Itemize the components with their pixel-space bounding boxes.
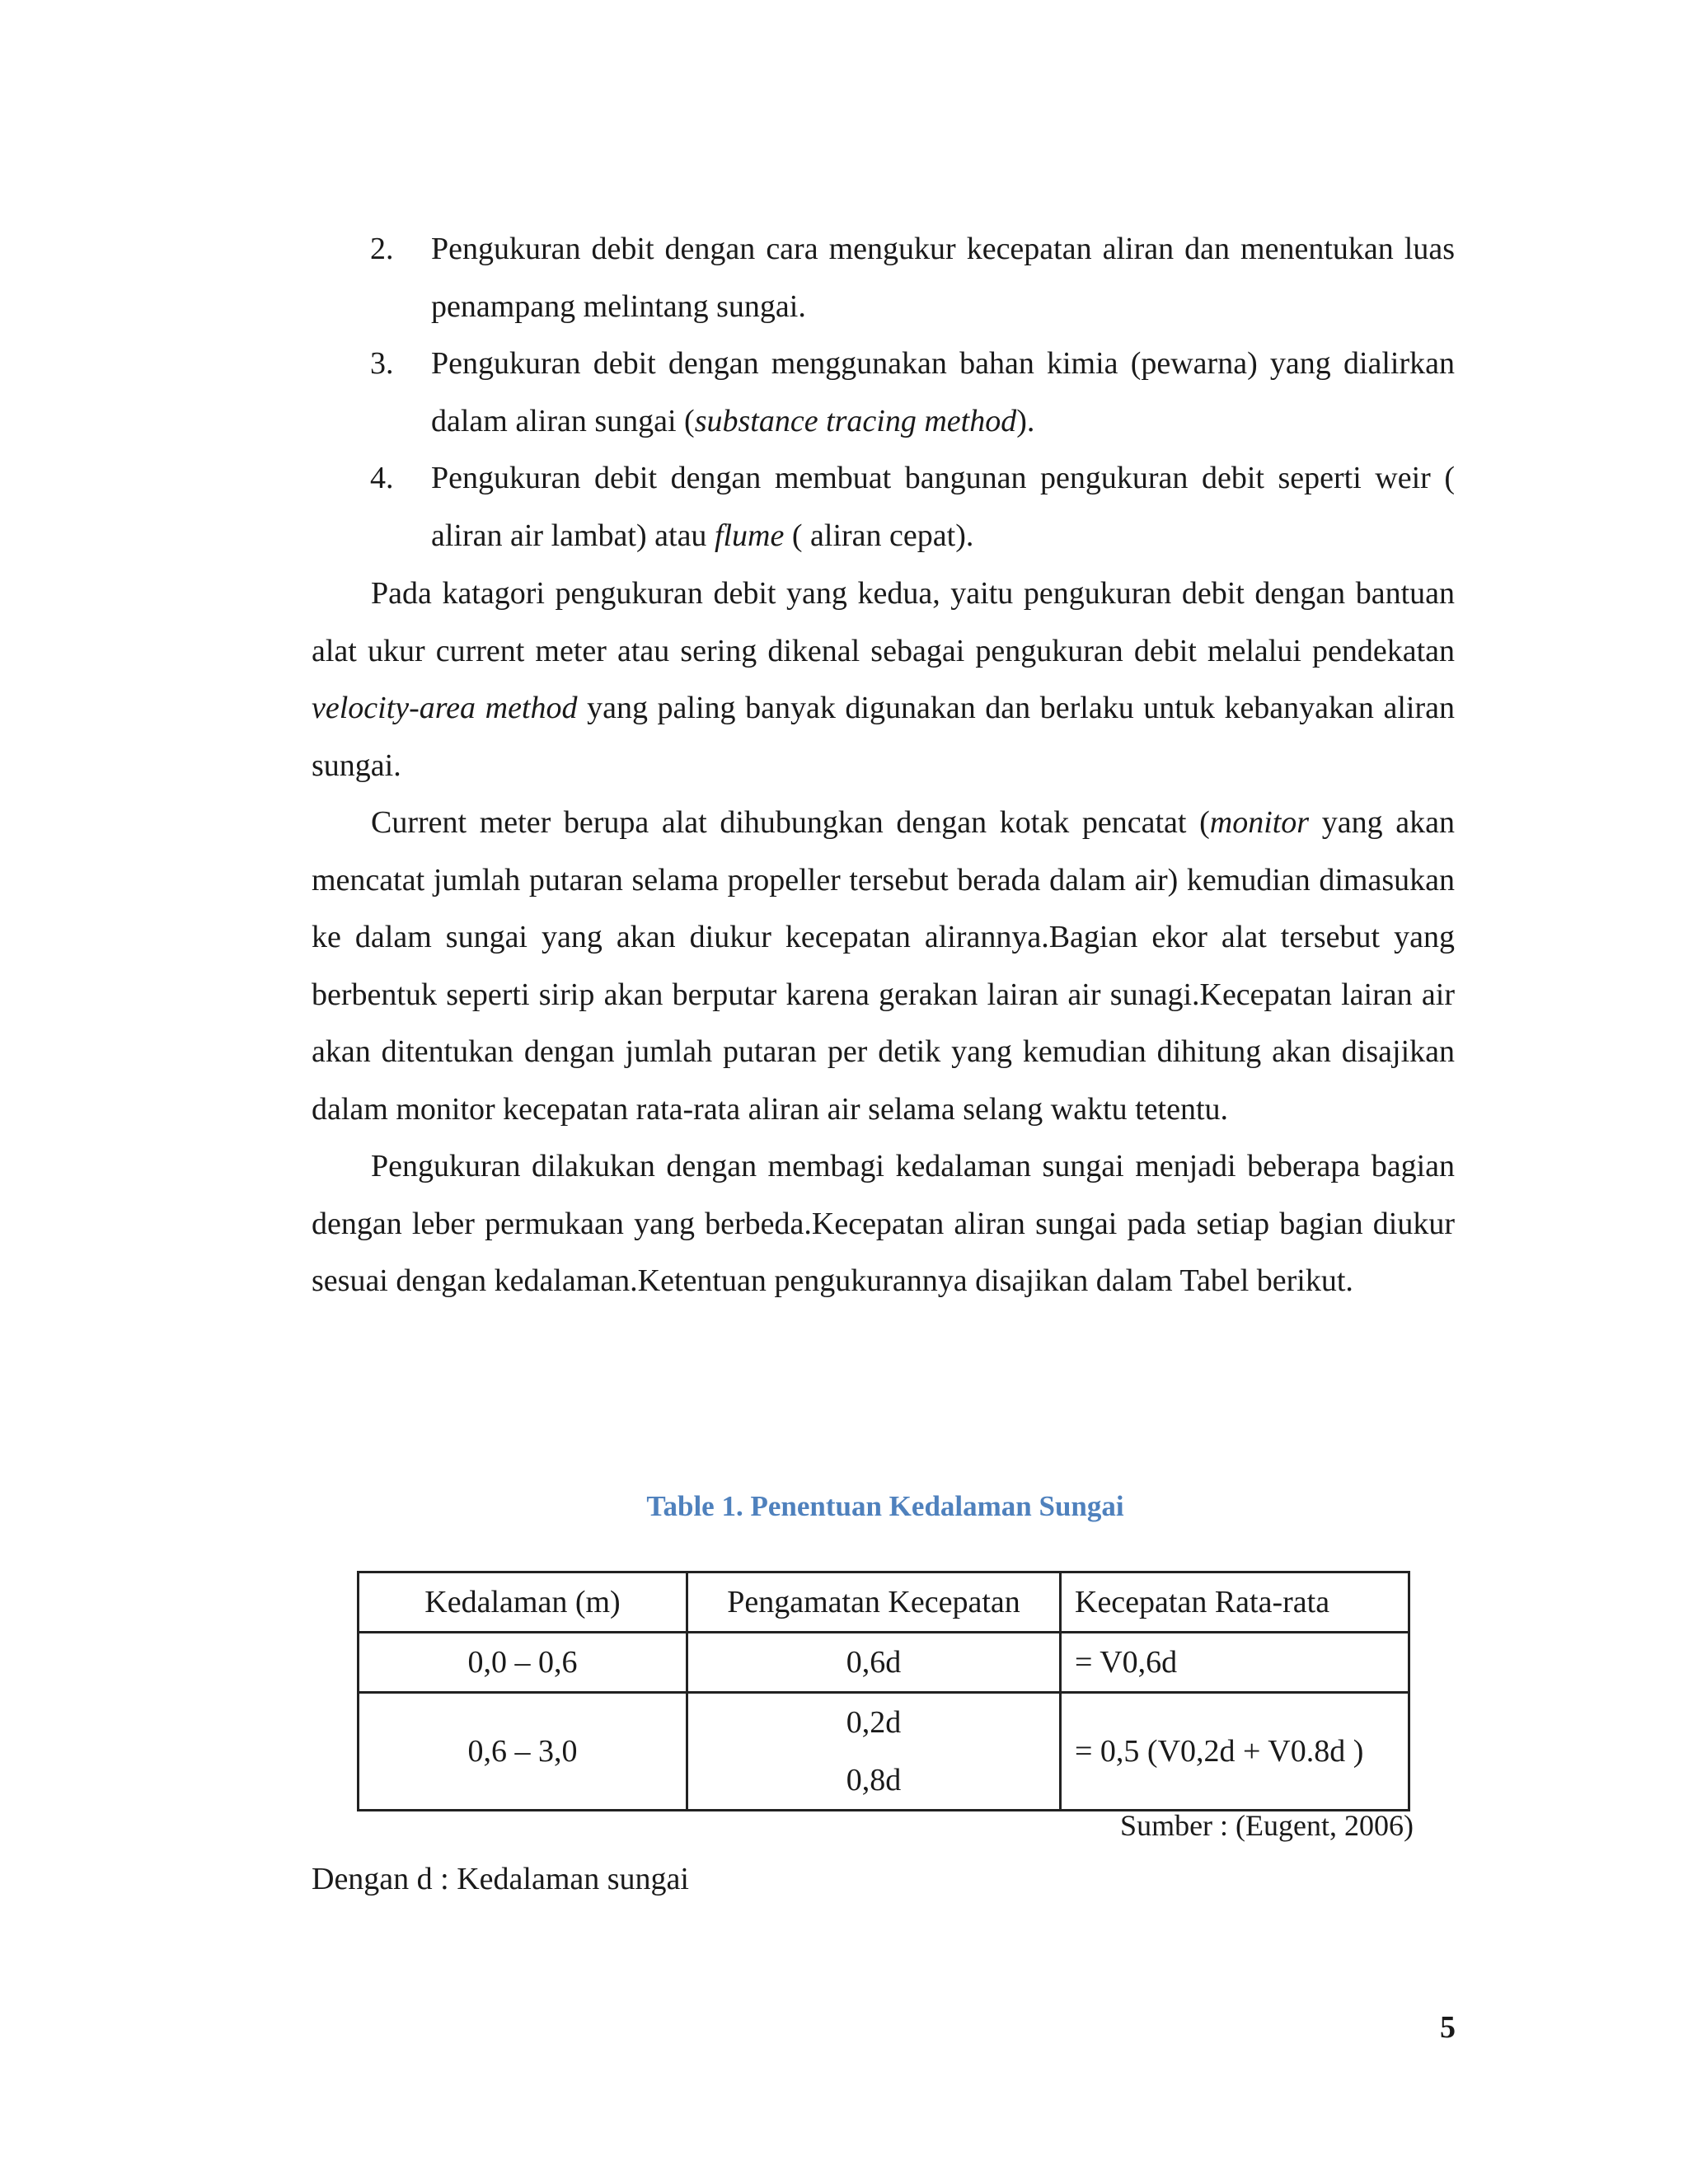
header-depth: Kedalaman (m) (359, 1572, 687, 1633)
cell-depth: 0,0 – 0,6 (359, 1633, 687, 1693)
table-row (359, 1633, 1409, 1693)
list-item-italic-term: substance tracing method (694, 403, 1017, 438)
list-item-text-start: Pengukuran debit dengan menggunakan bahan kimia (pewarna) yang dialirkan dalam aliran sungai ( (431, 346, 1455, 438)
list-item-italic-term: flume (714, 518, 785, 553)
list-item-number: 3. (370, 346, 394, 381)
cell-observation (687, 1693, 1061, 1811)
list-item-text: Pengukuran debit dengan cara mengukur kecepatan aliran dan menentukan luas penampang melintang sungai. (431, 232, 1455, 324)
paragraph-text: Current meter berupa alat dihubungkan dengan kotak pencatat ( (371, 805, 1210, 840)
header-observation: Pengamatan Kecepatan (687, 1572, 1061, 1633)
list-item-number: 4. (370, 461, 394, 495)
paragraph-text: yang paling banyak digunakan dan berlaku untuk kebanyakan aliran sungai. (312, 691, 1455, 783)
observation-value: 0,8d (846, 1763, 902, 1797)
depth-table (357, 1571, 1410, 1811)
list-item-text (431, 450, 1455, 565)
paragraph-text: yang akan mencatat jumlah putaran selama propeller tersebut berada dalam air) kemudian dimasukan ke dalam sungai yang akan diukur kecepatan alirannya.Bagian ekor alat tersebut yang berbentuk seperti sirip akan berputar karena gerakan lairan air sunagi.Kecepatan lairan air akan ditentukan dengan jumlah putaran per detik yang kemudian dihitung akan disajikan dalam monitor kecepatan rata-rata aliran air selama selang waktu tetentu. (312, 805, 1455, 1127)
list-item-text-end: ( aliran cepat). (784, 518, 974, 553)
page-number: 5 (1440, 2010, 1456, 2045)
cell-depth: 0,6 – 3,0 (359, 1693, 687, 1811)
list-item-number: 2. (370, 232, 394, 266)
cell-average: = V0,6d (1061, 1633, 1409, 1693)
cell-average: = 0,5 (V0,2d + V0.8d ) (1061, 1693, 1409, 1811)
table-caption: Table 1. Penentuan Kedalaman Sungai (646, 1490, 1124, 1522)
paragraph-text: Pada katagori pengukuran debit yang kedua, yaitu pengukuran debit dengan bantuan alat ukur current meter atau sering dikenal sebagai pengukuran debit melalui pendekatan (312, 576, 1455, 668)
table-row (359, 1693, 1409, 1811)
cell-observation: 0,6d (687, 1633, 1061, 1693)
list-item-text (431, 335, 1455, 450)
body-text (312, 565, 1455, 1310)
list-item (367, 335, 1455, 450)
list-item-text-end: ). (1016, 403, 1035, 438)
observation-value: 0,2d (846, 1705, 902, 1740)
list-item (367, 450, 1455, 565)
definition-note: Dengan d : Kedalaman sungai (312, 1862, 689, 1896)
paragraph-italic-term: monitor (1209, 805, 1310, 840)
paragraph-depth-division: Pengukuran dilakukan dengan membagi kedalaman sungai menjadi beberapa bagian dengan leber permukaan yang berbeda.Kecepatan aliran sungai pada setiap bagian diukur sesuai dengan kedalaman.Ketentuan pengukurannya disajikan dalam Tabel berikut. (312, 1149, 1455, 1298)
list-item-text-start: Pengukuran debit dengan membuat bangunan pengukuran debit seperti weir ( aliran air lambat) atau (431, 461, 1455, 553)
list-item (367, 221, 1455, 335)
table-header-row (359, 1572, 1409, 1633)
paragraph-italic-term: velocity-area method (312, 691, 578, 725)
paragraph-velocity-area (312, 565, 1455, 794)
table-source: Sumber : (Eugent, 2006) (1120, 1809, 1414, 1842)
paragraph-current-meter (312, 794, 1455, 1138)
header-average: Kecepatan Rata-rata (1061, 1572, 1409, 1633)
measurement-methods-list (367, 221, 1455, 565)
